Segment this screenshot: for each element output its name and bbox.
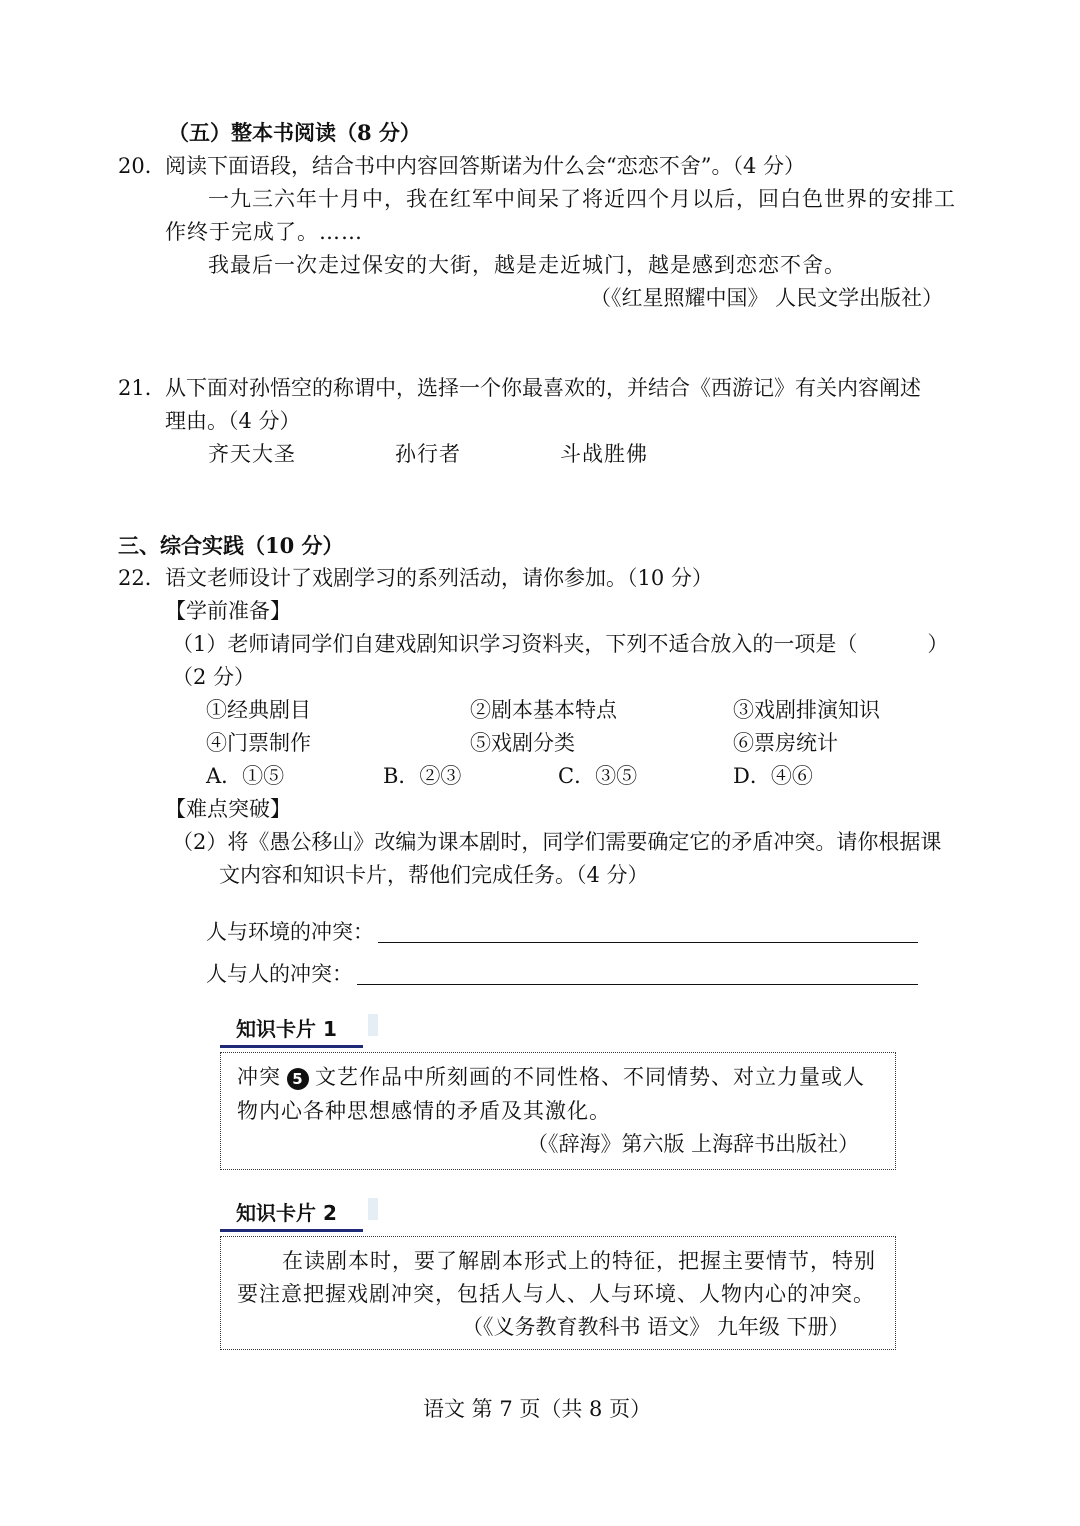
list-item: ⑤戏剧分类 bbox=[470, 731, 575, 755]
question-text: 理由。（4 分） bbox=[165, 409, 301, 433]
card-title-underline bbox=[220, 1229, 363, 1232]
passage-line: 作终于完成了。…… bbox=[165, 220, 363, 244]
list-item: ③戏剧排演知识 bbox=[733, 698, 880, 722]
section-title: （五）整本书阅读（8 分） bbox=[168, 120, 421, 145]
answer-line-people[interactable] bbox=[357, 984, 918, 985]
section-title: 三、综合实践（10 分） bbox=[118, 533, 344, 558]
card-title-shade bbox=[368, 1198, 378, 1220]
subsection-header: 【难点突破】 bbox=[165, 797, 291, 821]
list-item: ①经典剧目 bbox=[206, 698, 311, 722]
card-term: 冲突 bbox=[237, 1065, 281, 1089]
page-footer: 语文 第 7 页（共 8 页） bbox=[423, 1397, 652, 1421]
paren-close: ） bbox=[927, 632, 949, 656]
title-option: 齐天大圣 bbox=[208, 442, 296, 466]
question-text: 阅读下面语段，结合书中内容回答斯诺为什么会“恋恋不舍”。（4 分） bbox=[165, 154, 806, 178]
card-title: 知识卡片 2 bbox=[236, 1201, 337, 1225]
card-title: 知识卡片 1 bbox=[236, 1017, 337, 1041]
answer-line-environment[interactable] bbox=[378, 942, 918, 943]
title-option: 孙行者 bbox=[395, 442, 461, 466]
choice-option-b[interactable]: B．②③ bbox=[383, 764, 462, 788]
subquestion-2-text: （2）将《愚公移山》改编为课本剧时，同学们需要确定它的矛盾冲突。请你根据课 bbox=[172, 830, 942, 854]
card-title-underline bbox=[220, 1045, 363, 1048]
card-text: 要注意把握戏剧冲突，包括人与人、人与环境、人物内心的冲突。 bbox=[237, 1282, 875, 1306]
sense-number-icon: 5 bbox=[287, 1068, 309, 1090]
question-number: 21． bbox=[118, 376, 166, 400]
question-text: 语文老师设计了戏剧学习的系列活动，请你参加。（10 分） bbox=[165, 566, 713, 590]
card-definition bbox=[237, 1067, 865, 1090]
passage-line: 我最后一次走过保安的大街，越是走近城门，越是感到恋恋不舍。 bbox=[208, 253, 846, 277]
subquestion-1-text: （1）老师请同学们自建戏剧知识学习资料夹，下列不适合放入的一项是（ bbox=[172, 632, 858, 656]
choice-option-a[interactable]: A．①⑤ bbox=[206, 764, 285, 788]
passage-line: 一九三六年十月中，我在红军中间呆了将近四个月以后，回白色世界的安排工 bbox=[208, 187, 956, 211]
subquestion-2-text: 文内容和知识卡片，帮他们完成任务。（4 分） bbox=[219, 863, 649, 887]
subquestion-text bbox=[172, 634, 948, 655]
list-item: ⑥票房统计 bbox=[733, 731, 838, 755]
card-text: 在读剧本时，要了解剧本形式上的特征，把握主要情节，特别 bbox=[282, 1249, 876, 1273]
card-title-shade bbox=[368, 1014, 378, 1036]
list-item: ④门票制作 bbox=[206, 731, 311, 755]
field-label: 人与环境的冲突： bbox=[206, 920, 374, 944]
card-definition-text: 文艺作品中所刻画的不同性格、不同情势、对立力量或人 bbox=[315, 1065, 865, 1089]
list-item: ②剧本基本特点 bbox=[470, 698, 617, 722]
card-definition-text: 物内心各种思想感情的矛盾及其激化。 bbox=[237, 1099, 611, 1123]
passage-source: （《红星照耀中国》 人民文学出版社） bbox=[590, 286, 944, 310]
subquestion-score: （2 分） bbox=[172, 665, 256, 689]
title-option: 斗战胜佛 bbox=[560, 442, 648, 466]
field-label: 人与人的冲突： bbox=[206, 962, 353, 986]
question-number: 20． bbox=[118, 154, 166, 178]
card-source: （《辞海》第六版 上海辞书出版社） bbox=[527, 1132, 860, 1156]
subsection-header: 【学前准备】 bbox=[165, 599, 291, 623]
card-source: （《义务教育教科书 语文》 九年级 下册） bbox=[462, 1315, 850, 1339]
choice-option-c[interactable]: C．③⑤ bbox=[558, 764, 638, 788]
question-number: 22． bbox=[118, 566, 166, 590]
question-text: 从下面对孙悟空的称谓中，选择一个你最喜欢的，并结合《西游记》有关内容阐述 bbox=[165, 376, 921, 400]
choice-option-d[interactable]: D．④⑥ bbox=[733, 764, 813, 788]
